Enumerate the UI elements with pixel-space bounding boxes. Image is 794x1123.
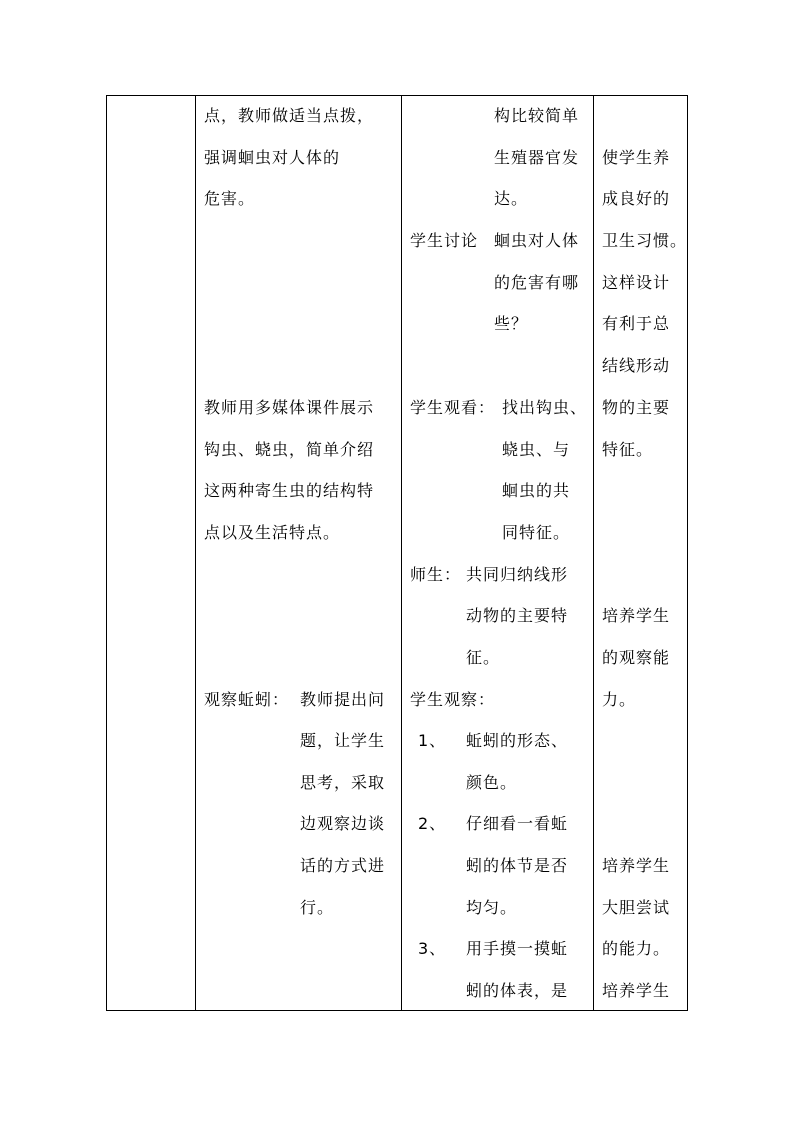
intent-text-line: 的观察能	[602, 648, 671, 667]
teacher-text-line: 话的方式进	[300, 856, 386, 875]
student-text-line: 的危害有哪	[494, 273, 580, 292]
student-text-line: 仔细看一看蚯	[466, 814, 569, 833]
student-text-line: 蛲虫、与	[502, 440, 571, 459]
student-text-line: 找出钩虫、	[502, 398, 588, 417]
discuss-label: 学生讨论	[410, 231, 479, 250]
teacher-text-line: 钩虫、蛲虫，简单介绍	[204, 440, 375, 459]
teacher-text-line: 强调蛔虫对人体的	[204, 148, 341, 167]
student-text-line: 动物的主要特	[466, 606, 569, 625]
teacher-text-line: 行。	[300, 898, 335, 917]
observe-students-label: 学生观察：	[410, 690, 496, 709]
student-text-line: 构比较简单	[494, 106, 580, 125]
observe-label: 观察蚯蚓：	[204, 690, 290, 709]
teacher-text-line: 教师提出问	[300, 690, 386, 709]
list-number: 3、	[418, 939, 447, 958]
teacher-text-line: 点以及生活特点。	[204, 523, 341, 542]
student-text-line: 蚓的体节是否	[466, 856, 569, 875]
teacher-text-line: 这两种寄生虫的结构特	[204, 481, 375, 500]
teacher-text-line: 教师用多媒体课件展示	[204, 398, 375, 417]
student-text-line: 达。	[494, 189, 529, 208]
student-text-line: 均匀。	[466, 898, 518, 917]
intent-text-line: 结线形动	[602, 356, 671, 375]
teacher-text-line: 点，教师做适当点拨，	[204, 106, 375, 125]
teacher-text-line: 边观察边谈	[300, 814, 386, 833]
student-text-line: 用手摸一摸蚯	[466, 939, 569, 958]
teacher-student-label: 师生：	[410, 565, 462, 584]
intent-text-line: 培养学生	[602, 856, 671, 875]
intent-text-line: 培养学生	[602, 606, 671, 625]
student-text-line: 蛔虫对人体	[494, 231, 580, 250]
intent-text-line: 卫生习惯。	[602, 231, 688, 250]
intent-text-line: 大胆尝试	[602, 898, 671, 917]
watch-label: 学生观看：	[410, 398, 496, 417]
student-text-line: 生殖器官发	[494, 148, 580, 167]
intent-text-line: 使学生养	[602, 148, 671, 167]
student-text-line: 同特征。	[502, 523, 571, 542]
student-text-line: 颜色。	[466, 773, 518, 792]
intent-text-line: 有利于总	[602, 314, 671, 333]
column-divider-1	[195, 95, 196, 1011]
teacher-text-line: 思考，采取	[300, 773, 386, 792]
student-text-line: 共同归纳线形	[466, 565, 569, 584]
column-divider-2	[401, 95, 402, 1011]
teacher-text-line: 题，让学生	[300, 731, 386, 750]
list-number: 1、	[418, 731, 447, 750]
teacher-text-line: 危害。	[204, 189, 256, 208]
intent-text-line: 成良好的	[602, 189, 671, 208]
column-divider-3	[593, 95, 594, 1011]
intent-text-line: 力。	[602, 690, 637, 709]
intent-text-line: 物的主要	[602, 398, 671, 417]
student-text-line: 蚓的体表，是	[466, 981, 569, 1000]
intent-text-line: 培养学生	[602, 981, 671, 1000]
student-text-line: 蛔虫的共	[502, 481, 571, 500]
student-text-line: 些？	[494, 314, 529, 333]
list-number: 2、	[418, 814, 447, 833]
student-text-line: 蚯蚓的形态、	[466, 731, 569, 750]
intent-text-line: 这样设计	[602, 273, 671, 292]
lesson-table	[106, 95, 688, 1011]
intent-text-line: 的能力。	[602, 939, 671, 958]
intent-text-line: 特征。	[602, 440, 654, 459]
student-text-line: 征。	[466, 648, 501, 667]
